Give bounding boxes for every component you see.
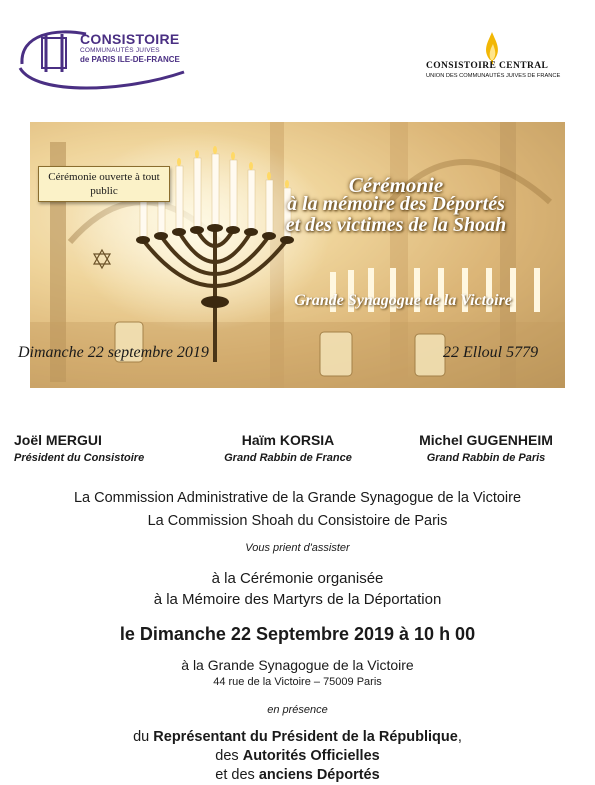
- flame-icon: [418, 30, 568, 64]
- presence-prefix: et des: [215, 767, 259, 783]
- presence-suffix: ,: [457, 729, 462, 745]
- title-line3: et des victimes de la Shoah: [285, 214, 507, 236]
- signatory-role: Président du Consistoire: [14, 452, 145, 464]
- presence-representative: [0, 729, 595, 745]
- signatory-name: Haïm KORSIA: [241, 432, 335, 448]
- presence-authorities: [0, 748, 595, 764]
- signatory-mergui: [14, 432, 144, 464]
- signatory-role: Grand Rabbin de France: [224, 452, 352, 464]
- presence-phrase: en présence: [267, 704, 328, 716]
- logo-left-line3: de PARIS ILE-DE-FRANCE: [80, 55, 180, 64]
- event-datetime: le Dimanche 22 Septembre 2019 à 10 h 00: [119, 624, 476, 644]
- venue-title: Grande Synagogue de la Victoire: [294, 292, 512, 309]
- presence-deportees: [0, 767, 595, 783]
- presence-deportees-bold: anciens Déportés: [258, 767, 380, 783]
- event-place: à la Grande Synagogue de la Victoire: [181, 657, 414, 673]
- public-notice-badge: Cérémonie ouverte à tout public: [38, 166, 170, 202]
- ceremony-line: à la Cérémonie organisée: [211, 570, 384, 587]
- signatory-name: Joël MERGUI: [14, 432, 102, 448]
- logo-left-line1: CONSISTOIRE: [80, 31, 180, 47]
- presence-prefix: du: [133, 729, 154, 745]
- signatory-role: Grand Rabbin de Paris: [426, 452, 546, 464]
- logo-right-line1: CONSISTOIRE CENTRAL: [426, 61, 549, 71]
- title-line2: à la mémoire des Déportés: [287, 193, 505, 215]
- presence-authorities-bold: Autorités Officielles: [242, 748, 380, 764]
- consistoire-central-logo: [418, 30, 568, 96]
- commission-administrative: La Commission Administrative de la Grande Synagogue de la Victoire: [73, 490, 522, 506]
- invitation-phrase: Vous prient d'assister: [245, 542, 350, 554]
- date-hebrew: 22 Elloul 5779: [443, 344, 539, 361]
- signatory-korsia: [213, 432, 363, 464]
- title-line1: Cérémonie: [348, 173, 444, 197]
- presence-prefix: des: [215, 748, 243, 764]
- presence-representative-bold: Représentant du Président de la République: [153, 729, 458, 745]
- logo-right-line2: UNION DES COMMUNAUTÉS JUIVES DE FRANCE: [426, 73, 561, 79]
- memory-line: à la Mémoire des Martyrs de la Déportation: [153, 591, 442, 608]
- consistoire-paris-logo: [16, 24, 196, 90]
- signatory-name: Michel GUGENHEIM: [419, 432, 553, 448]
- event-address: 44 rue de la Victoire – 75009 Paris: [213, 676, 382, 688]
- date-gregorian: Dimanche 22 septembre 2019: [18, 344, 209, 361]
- commission-shoah: La Commission Shoah du Consistoire de Paris: [147, 513, 448, 529]
- signatory-gugenheim: [412, 432, 560, 464]
- logo-left-line2: COMMUNAUTÉS JUIVES: [80, 47, 160, 54]
